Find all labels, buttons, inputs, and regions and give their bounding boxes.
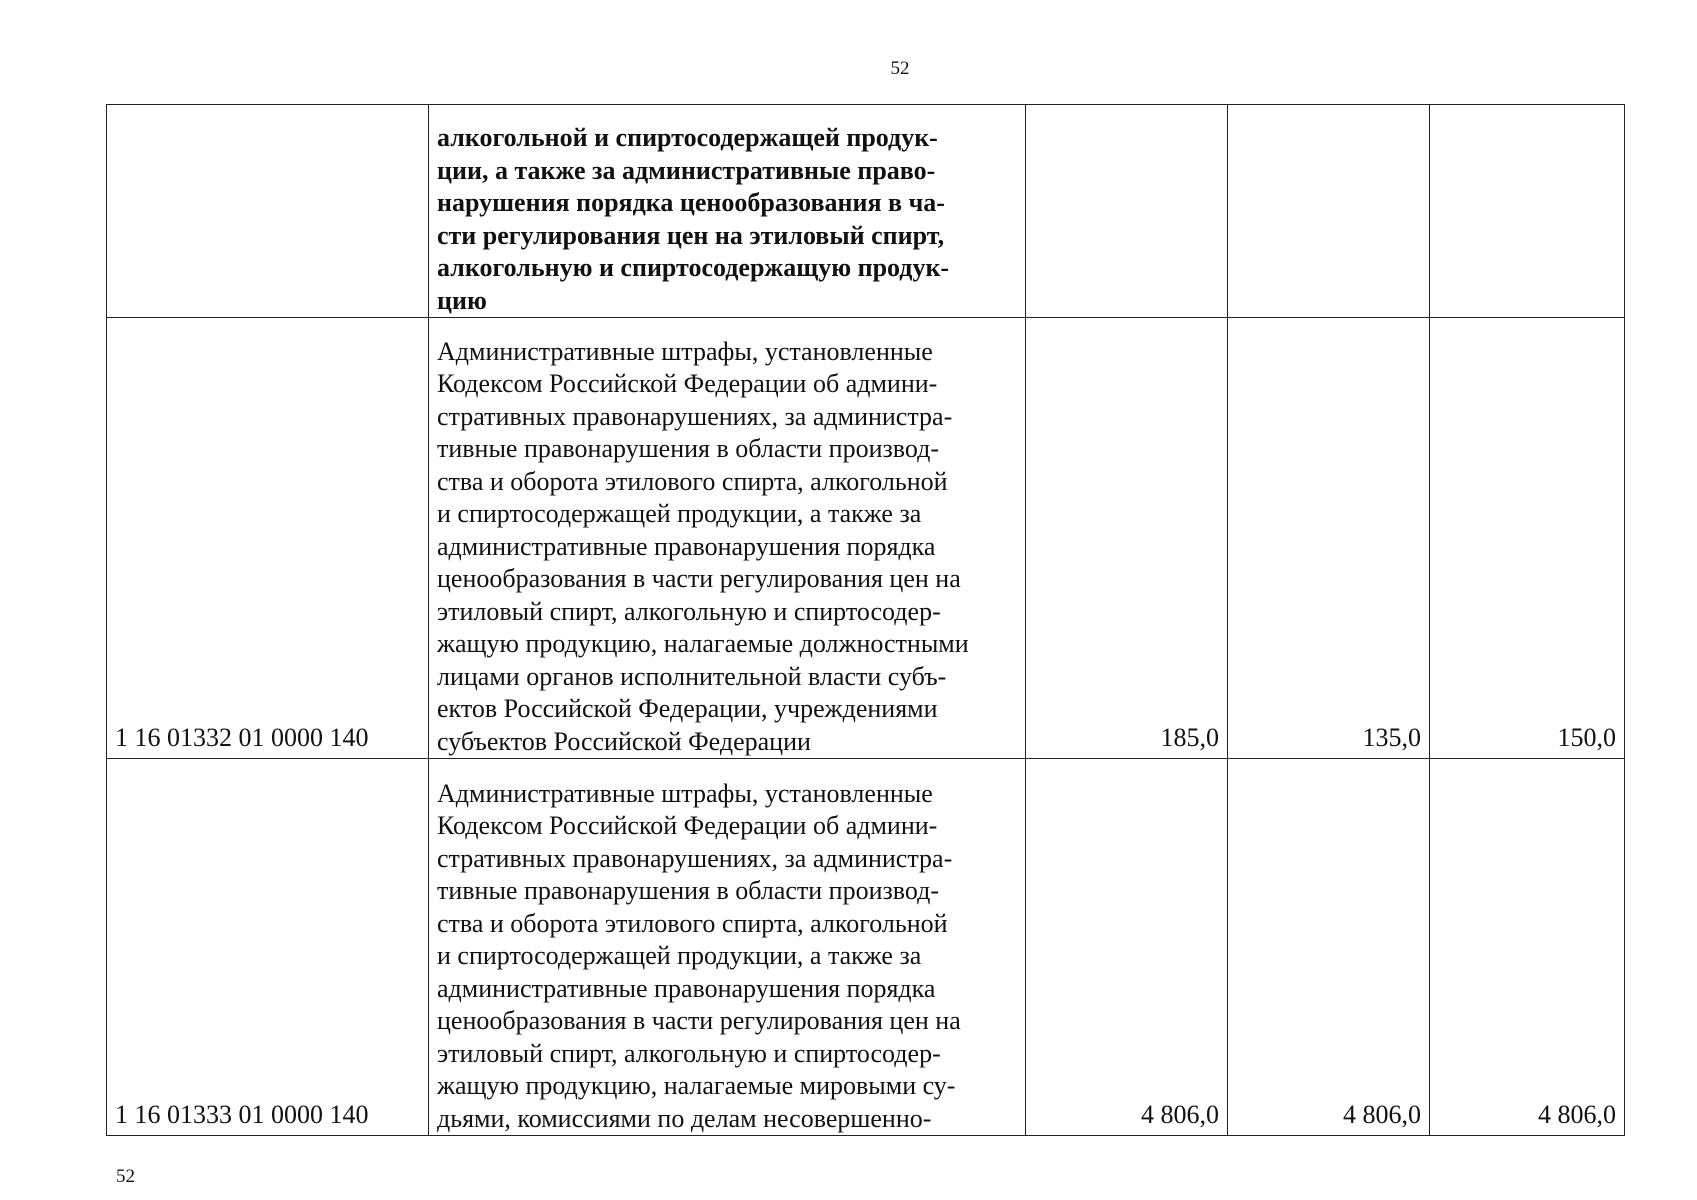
- value-cell-2: [1228, 318, 1430, 759]
- table-row: [107, 318, 1625, 759]
- value-cell-1: [1026, 105, 1228, 318]
- value-cell-3: [1430, 318, 1625, 759]
- budget-code-cell: [107, 318, 429, 759]
- table-row: [107, 759, 1625, 1136]
- value-cell-2: [1228, 759, 1430, 1136]
- value-cell-3: [1430, 105, 1625, 318]
- value-cell-1: [1026, 759, 1228, 1136]
- budget-code-cell: [107, 759, 429, 1136]
- description-text: Административные штрафы, установленные Кодексом Российской Федерации об админи- стративных правонарушениях, за администра- тивные правонарушения в области производ- ства и оборота этилового спирта, алкогольной и спиртосодержащей продукции, а также за административные правонарушения порядка ценообразования в части регулирования цен на этиловый спирт, алкогольную и спиртосодер- жащую продукцию, налагаемые должностными лицами органов исполнительной власти субъ- ектов Российской Федерации, учреждениями субъектов Российской Федерации: [437, 336, 969, 756]
- description-text: Административные штрафы, установленные Кодексом Российской Федерации об админи- стративных правонарушениях, за администра- тивные правонарушения в области производ- ства и оборота этилового спирта, алкогольной и спиртосодержащей продукции, а также за административные правонарушения порядка ценообразования в части регулирования цен на этиловый спирт, алкогольную и спиртосодер- жащую продукцию, налагаемые мировыми су- дьями, комиссиями по делам несовершенно-: [437, 778, 961, 1133]
- budget-table: [106, 104, 1625, 1136]
- value-2: 4 806,0: [1343, 1099, 1421, 1129]
- description-cell: [429, 759, 1026, 1136]
- value-2: [1236, 313, 1421, 317]
- value-2: 135,0: [1362, 722, 1421, 752]
- description-text: алкогольной и спиртосодержащей продук- ции, а также за административные право- нарушения порядка ценообразования в ча- сти регулирования цен на этиловый спирт, алкогольную и спиртосодержащую продук- цию: [437, 123, 950, 315]
- value-1: 185,0: [1160, 722, 1219, 752]
- value-1: [1034, 313, 1219, 317]
- description-cell: [429, 105, 1026, 318]
- value-1: 4 806,0: [1141, 1099, 1219, 1129]
- value-3: 4 806,0: [1538, 1099, 1616, 1129]
- page-number-bottom: 52: [116, 1166, 135, 1187]
- value-3: 150,0: [1557, 722, 1616, 752]
- page-number-top: 52: [890, 58, 910, 79]
- value-3: [1438, 313, 1616, 317]
- value-cell-2: [1228, 105, 1430, 318]
- budget-code: 1 16 01332 01 0000 140: [115, 722, 369, 752]
- budget-code: [115, 313, 420, 317]
- budget-code-cell: [107, 105, 429, 318]
- budget-code: 1 16 01333 01 0000 140: [115, 1099, 369, 1129]
- description-cell: [429, 318, 1026, 759]
- value-cell-3: [1430, 759, 1625, 1136]
- table-row: [107, 105, 1625, 318]
- value-cell-1: [1026, 318, 1228, 759]
